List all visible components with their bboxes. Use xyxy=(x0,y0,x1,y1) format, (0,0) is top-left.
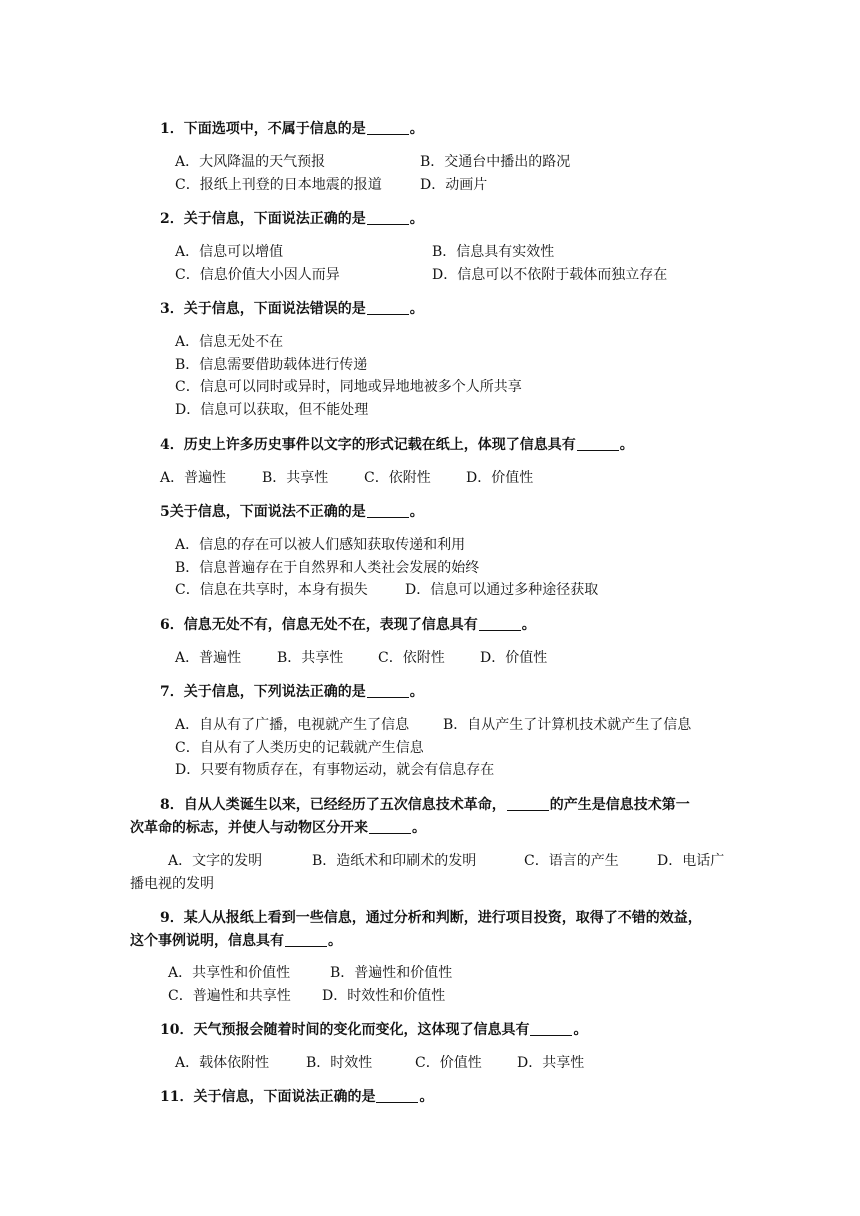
question-4: 4．历史上许多历史事件以文字的形式记载在纸上，体现了信息具有 。 xyxy=(160,437,634,453)
q5-option-b: B．信息普遍存在于自然界和人类社会发展的始终 xyxy=(175,560,480,576)
question-8-line-2: 次革命的标志，并使人与动物区分开来 。 xyxy=(130,820,426,836)
q4-option-c: C．依附性 xyxy=(364,470,431,486)
q8-option-d: D．电话广 xyxy=(657,853,725,869)
q6-option-d: D．价值性 xyxy=(480,650,548,666)
q9-option-b: B．普遍性和价值性 xyxy=(330,965,453,981)
answer-blank xyxy=(367,683,409,698)
q3-option-b: B．信息需要借助载体进行传递 xyxy=(175,357,368,373)
question-5: 5关于信息，下面说法不正确的是 。 xyxy=(160,504,424,520)
question-9-line-1: 9．某人从报纸上看到一些信息，通过分析和判断，进行项目投资，取得了不错的效益， xyxy=(160,910,702,926)
q1-option-d: D．动画片 xyxy=(420,177,488,193)
question-11: 11．关于信息，下面说法正确的是 。 xyxy=(160,1089,434,1105)
question-6: 6．信息无处不有，信息无处不在，表现了信息具有 。 xyxy=(160,617,536,633)
answer-blank xyxy=(376,1088,418,1103)
answer-blank xyxy=(367,210,409,225)
q6-option-a: A．普遍性 xyxy=(175,650,242,666)
q4-option-b: B．共享性 xyxy=(262,470,329,486)
question-7: 7．关于信息，下列说法正确的是 。 xyxy=(160,684,424,700)
q1-option-b: B．交通台中播出的路况 xyxy=(420,154,571,170)
answer-blank xyxy=(507,796,549,811)
answer-blank xyxy=(577,436,619,451)
q7-option-c: C．自从有了人类历史的记载就产生信息 xyxy=(175,740,424,756)
q2-option-d: D．信息可以不依附于载体而独立存在 xyxy=(432,267,668,283)
q5-option-c: C．信息在共享时，本身有损失 xyxy=(175,582,368,598)
q8-option-c: C．语言的产生 xyxy=(524,853,619,869)
q10-option-a: A．载体依附性 xyxy=(175,1055,270,1071)
q2-option-a: A．信息可以增值 xyxy=(175,244,284,260)
q9-option-c: C．普遍性和共享性 xyxy=(168,988,291,1004)
answer-blank xyxy=(530,1021,572,1036)
q2-option-b: B．信息具有实效性 xyxy=(432,244,555,260)
q9-option-a: A．共享性和价值性 xyxy=(168,965,291,981)
q9-option-d: D．时效性和价值性 xyxy=(322,988,446,1004)
q4-option-d: D．价值性 xyxy=(466,470,534,486)
answer-blank xyxy=(285,932,327,947)
q3-option-a: A．信息无处不在 xyxy=(175,334,284,350)
q2-option-c: C．信息价值大小因人而异 xyxy=(175,267,340,283)
q7-option-a: A．自从有了广播，电视就产生了信息 xyxy=(175,717,410,733)
q4-option-a: A．普遍性 xyxy=(160,470,227,486)
q6-option-b: B．共享性 xyxy=(277,650,344,666)
question-1: 1．下面选项中，不属于信息的是 。 xyxy=(160,121,424,137)
q6-option-c: C．依附性 xyxy=(378,650,445,666)
q10-option-c: C．价值性 xyxy=(415,1055,482,1071)
answer-blank xyxy=(367,120,409,135)
answer-blank xyxy=(369,819,411,834)
question-8-line-1: 8．自从人类诞生以来，已经经历了五次信息技术革命， 的产生是信息技术第一 xyxy=(160,797,690,813)
q5-option-d: D．信息可以通过多种途径获取 xyxy=(405,582,599,598)
question-10: 10．天气预报会随着时间的变化而变化，这体现了信息具有 。 xyxy=(160,1022,588,1038)
q8-option-b: B．造纸术和印刷术的发明 xyxy=(312,853,477,869)
q8-option-d-continued: 播电视的发明 xyxy=(130,876,214,892)
question-3: 3．关于信息，下面说法错误的是 。 xyxy=(160,301,424,317)
q7-option-d: D．只要有物质存在，有事物运动，就会有信息存在 xyxy=(175,762,495,778)
question-9-line-2: 这个事例说明，信息具有 。 xyxy=(130,933,342,949)
q8-option-a: A．文字的发明 xyxy=(168,853,263,869)
answer-blank xyxy=(367,300,409,315)
q1-option-c: C．报纸上刊登的日本地震的报道 xyxy=(175,177,382,193)
q3-option-c: C．信息可以同时或异时，同地或异地地被多个人所共享 xyxy=(175,379,522,395)
question-2: 2．关于信息，下面说法正确的是 。 xyxy=(160,211,424,227)
answer-blank xyxy=(367,503,409,518)
q3-option-d: D．信息可以获取，但不能处理 xyxy=(175,402,369,418)
q1-option-a: A．大风降温的天气预报 xyxy=(175,154,326,170)
q7-option-b: B．自从产生了计算机技术就产生了信息 xyxy=(443,717,692,733)
q10-option-d: D．共享性 xyxy=(517,1055,585,1071)
q5-option-a: A．信息的存在可以被人们感知获取传递和利用 xyxy=(175,537,466,553)
q10-option-b: B．时效性 xyxy=(306,1055,373,1071)
answer-blank xyxy=(479,616,521,631)
